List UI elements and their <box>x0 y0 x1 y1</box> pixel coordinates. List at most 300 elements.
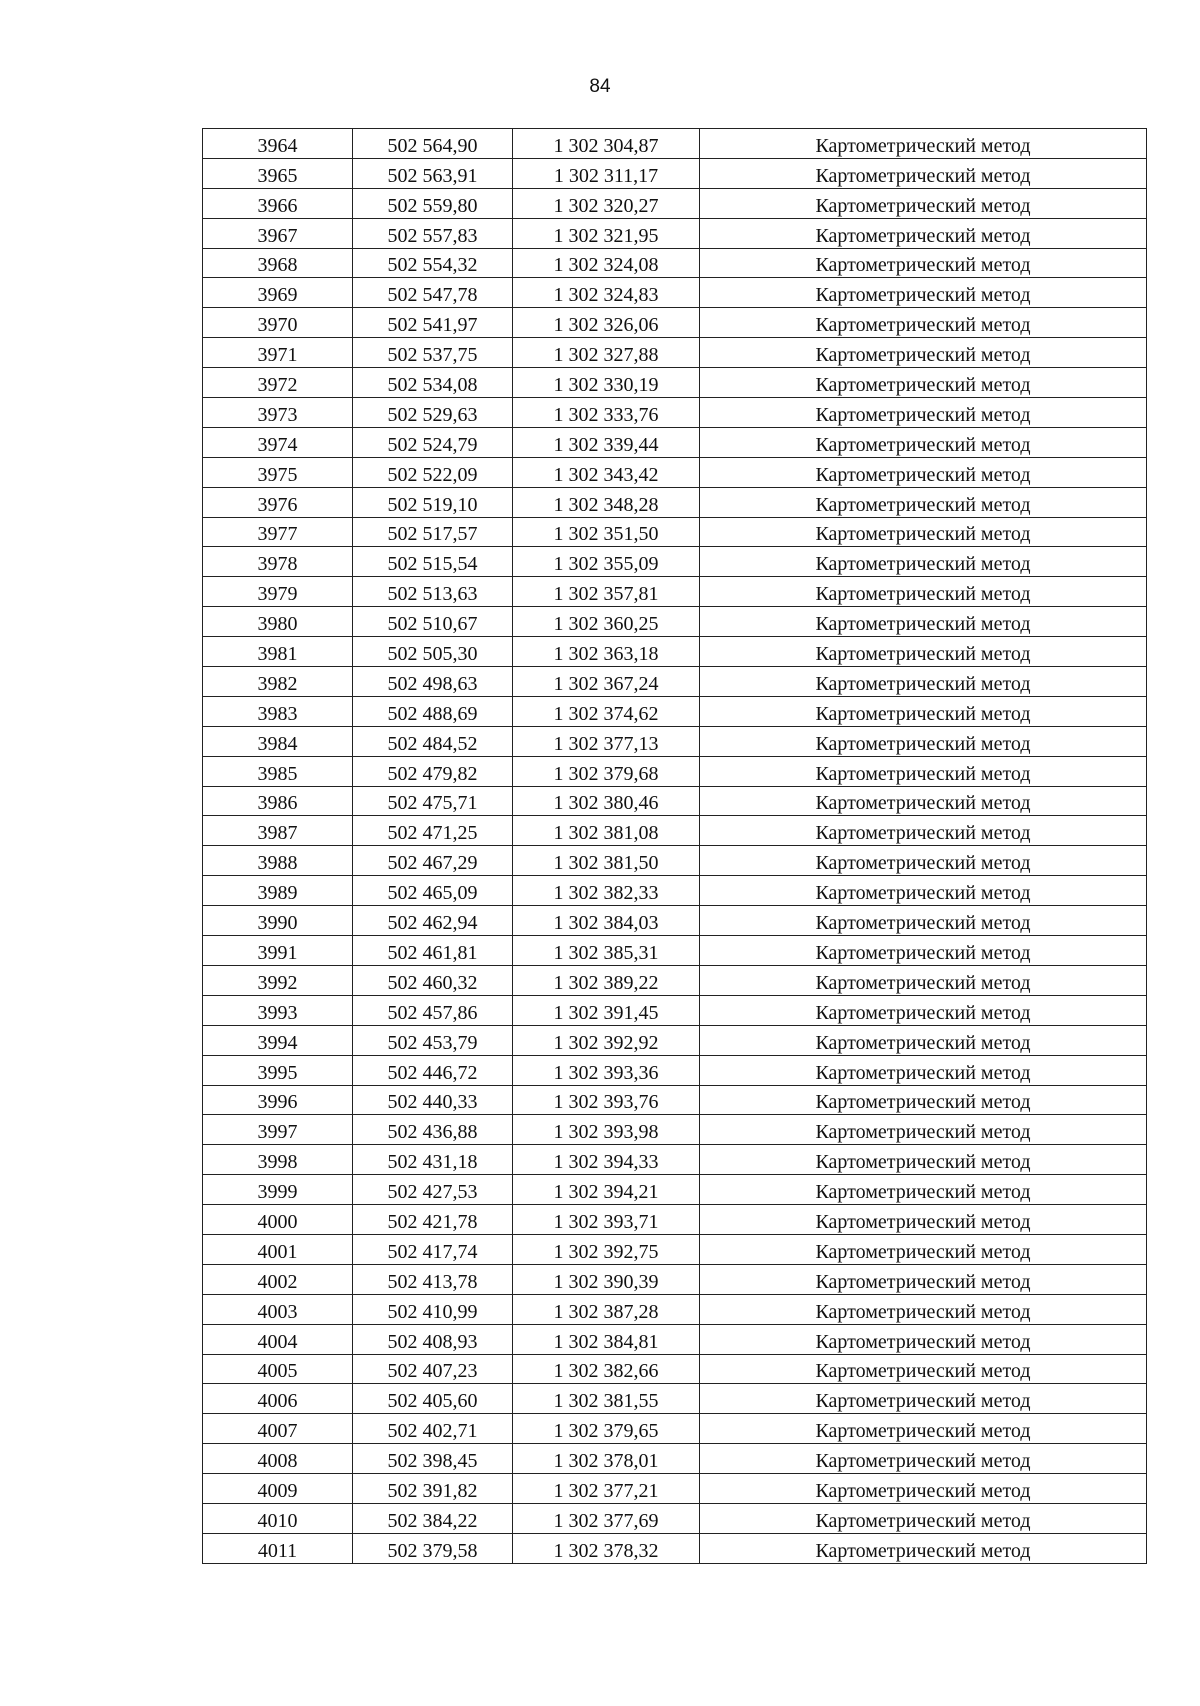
method-cell <box>700 816 1147 846</box>
y-coordinate-cell <box>513 696 700 726</box>
method-cell <box>700 1414 1147 1444</box>
point-number-cell <box>203 816 353 846</box>
method-cell-text: Картометрический метод <box>815 971 1031 994</box>
table-row <box>203 547 1147 577</box>
method-cell <box>700 846 1147 876</box>
y-coordinate-cell-text: 1 302 324,08 <box>553 254 659 277</box>
method-cell <box>700 398 1147 428</box>
method-cell <box>700 1085 1147 1115</box>
method-cell <box>700 965 1147 995</box>
y-coordinate-cell-text: 1 302 379,68 <box>553 762 659 785</box>
table-row <box>203 786 1147 816</box>
x-coordinate-cell-text: 502 457,86 <box>387 1001 478 1024</box>
table-row <box>203 248 1147 278</box>
method-cell-text: Картометрический метод <box>815 1479 1031 1502</box>
method-cell-text: Картометрический метод <box>815 344 1031 367</box>
x-coordinate-cell-text: 502 427,53 <box>387 1181 478 1204</box>
point-number-cell-text: 3994 <box>257 1031 298 1054</box>
y-coordinate-cell-text: 1 302 393,76 <box>553 1091 659 1114</box>
x-coordinate-cell-text: 502 537,75 <box>387 344 478 367</box>
y-coordinate-cell-text: 1 302 377,21 <box>553 1479 659 1502</box>
y-coordinate-cell-text: 1 302 392,92 <box>553 1031 659 1054</box>
point-number-cell-text: 3984 <box>257 732 298 755</box>
point-number-cell <box>203 1234 353 1264</box>
x-coordinate-cell <box>353 1533 513 1563</box>
x-coordinate-cell <box>353 1324 513 1354</box>
x-coordinate-cell-text: 502 471,25 <box>387 822 478 845</box>
point-number-cell <box>203 577 353 607</box>
method-cell <box>700 338 1147 368</box>
x-coordinate-cell-text: 502 465,09 <box>387 882 478 905</box>
method-cell-text: Картометрический метод <box>815 493 1031 516</box>
point-number-cell-text: 3996 <box>257 1091 298 1114</box>
point-number-cell <box>203 1474 353 1504</box>
y-coordinate-cell <box>513 278 700 308</box>
point-number-cell <box>203 1354 353 1384</box>
x-coordinate-cell-text: 502 440,33 <box>387 1091 478 1114</box>
y-coordinate-cell <box>513 1444 700 1474</box>
x-coordinate-cell <box>353 1115 513 1145</box>
y-coordinate-cell-text: 1 302 321,95 <box>553 224 659 247</box>
method-cell <box>700 1384 1147 1414</box>
point-number-cell-text: 4011 <box>257 1539 298 1562</box>
y-coordinate-cell-text: 1 302 360,25 <box>553 613 659 636</box>
method-cell-text: Картометрический метод <box>815 1031 1031 1054</box>
x-coordinate-cell <box>353 995 513 1025</box>
page-number: 84 <box>589 76 611 97</box>
method-cell-text: Картометрический метод <box>815 1270 1031 1293</box>
table-row <box>203 936 1147 966</box>
table-row <box>203 577 1147 607</box>
x-coordinate-cell <box>353 158 513 188</box>
table-row <box>203 756 1147 786</box>
method-cell <box>700 1025 1147 1055</box>
method-cell-text: Картометрический метод <box>815 583 1031 606</box>
y-coordinate-cell <box>513 218 700 248</box>
table-row <box>203 1175 1147 1205</box>
y-coordinate-cell <box>513 1503 700 1533</box>
table-row <box>203 1324 1147 1354</box>
point-number-cell-text: 3965 <box>257 164 298 187</box>
point-number-cell-text: 4009 <box>257 1479 298 1502</box>
y-coordinate-cell-text: 1 302 394,21 <box>553 1181 659 1204</box>
table-row <box>203 487 1147 517</box>
method-cell-text: Картометрический метод <box>815 1061 1031 1084</box>
y-coordinate-cell-text: 1 302 380,46 <box>553 792 659 815</box>
x-coordinate-cell <box>353 667 513 697</box>
point-number-cell <box>203 846 353 876</box>
y-coordinate-cell <box>513 1354 700 1384</box>
coordinates-table-body <box>203 129 1147 1564</box>
method-cell <box>700 906 1147 936</box>
x-coordinate-cell-text: 502 384,22 <box>387 1509 478 1532</box>
point-number-cell <box>203 965 353 995</box>
y-coordinate-cell <box>513 906 700 936</box>
method-cell <box>700 1354 1147 1384</box>
y-coordinate-cell <box>513 1234 700 1264</box>
x-coordinate-cell <box>353 577 513 607</box>
method-cell <box>700 517 1147 547</box>
point-number-cell-text: 4004 <box>257 1330 298 1353</box>
table-row <box>203 906 1147 936</box>
x-coordinate-cell <box>353 1145 513 1175</box>
method-cell-text: Картометрический метод <box>815 284 1031 307</box>
x-coordinate-cell <box>353 398 513 428</box>
table-row <box>203 1085 1147 1115</box>
method-cell-text: Картометрический метод <box>815 463 1031 486</box>
y-coordinate-cell <box>513 756 700 786</box>
method-cell-text: Картометрический метод <box>815 792 1031 815</box>
point-number-cell <box>203 457 353 487</box>
y-coordinate-cell <box>513 248 700 278</box>
y-coordinate-cell-text: 1 302 379,65 <box>553 1420 659 1443</box>
table-row <box>203 1354 1147 1384</box>
table-row <box>203 1294 1147 1324</box>
x-coordinate-cell <box>353 786 513 816</box>
table-row <box>203 218 1147 248</box>
method-cell <box>700 427 1147 457</box>
method-cell <box>700 158 1147 188</box>
y-coordinate-cell-text: 1 302 333,76 <box>553 403 659 426</box>
method-cell-text: Картометрический метод <box>815 254 1031 277</box>
x-coordinate-cell <box>353 1294 513 1324</box>
x-coordinate-cell <box>353 248 513 278</box>
point-number-cell <box>203 517 353 547</box>
table-row <box>203 1055 1147 1085</box>
point-number-cell-text: 4006 <box>257 1390 298 1413</box>
point-number-cell <box>203 1384 353 1414</box>
point-number-cell <box>203 338 353 368</box>
y-coordinate-cell-text: 1 302 374,62 <box>553 702 659 725</box>
y-coordinate-cell <box>513 129 700 159</box>
x-coordinate-cell-text: 502 484,52 <box>387 732 478 755</box>
y-coordinate-cell-text: 1 302 348,28 <box>553 493 659 516</box>
method-cell <box>700 1205 1147 1235</box>
x-coordinate-cell-text: 502 505,30 <box>387 643 478 666</box>
x-coordinate-cell-text: 502 488,69 <box>387 702 478 725</box>
y-coordinate-cell <box>513 457 700 487</box>
y-coordinate-cell <box>513 338 700 368</box>
point-number-cell-text: 3987 <box>257 822 298 845</box>
point-number-cell-text: 3990 <box>257 912 298 935</box>
point-number-cell <box>203 487 353 517</box>
y-coordinate-cell <box>513 1175 700 1205</box>
x-coordinate-cell-text: 502 519,10 <box>387 493 478 516</box>
method-cell <box>700 1234 1147 1264</box>
table-row <box>203 1384 1147 1414</box>
method-cell <box>700 1055 1147 1085</box>
y-coordinate-cell <box>513 487 700 517</box>
y-coordinate-cell <box>513 1025 700 1055</box>
table-row <box>203 1503 1147 1533</box>
method-cell-text: Картометрический метод <box>815 403 1031 426</box>
method-cell-text: Картометрический метод <box>815 882 1031 905</box>
point-number-cell <box>203 1414 353 1444</box>
y-coordinate-cell <box>513 517 700 547</box>
point-number-cell-text: 3974 <box>257 433 298 456</box>
point-number-cell <box>203 547 353 577</box>
point-number-cell <box>203 248 353 278</box>
y-coordinate-cell <box>513 1294 700 1324</box>
table-row <box>203 667 1147 697</box>
table-row <box>203 517 1147 547</box>
table-row <box>203 846 1147 876</box>
x-coordinate-cell-text: 502 563,91 <box>387 164 478 187</box>
point-number-cell-text: 3997 <box>257 1121 298 1144</box>
y-coordinate-cell-text: 1 302 363,18 <box>553 643 659 666</box>
point-number-cell <box>203 278 353 308</box>
method-cell <box>700 637 1147 667</box>
point-number-cell <box>203 1175 353 1205</box>
x-coordinate-cell <box>353 278 513 308</box>
table-row <box>203 1145 1147 1175</box>
table-row <box>203 368 1147 398</box>
point-number-cell-text: 3966 <box>257 194 298 217</box>
y-coordinate-cell <box>513 398 700 428</box>
table-row <box>203 158 1147 188</box>
point-number-cell-text: 3980 <box>257 613 298 636</box>
x-coordinate-cell-text: 502 431,18 <box>387 1151 478 1174</box>
y-coordinate-cell <box>513 667 700 697</box>
x-coordinate-cell <box>353 1085 513 1115</box>
point-number-cell-text: 3967 <box>257 224 298 247</box>
point-number-cell <box>203 427 353 457</box>
y-coordinate-cell <box>513 1264 700 1294</box>
method-cell <box>700 1175 1147 1205</box>
method-cell-text: Картометрический метод <box>815 643 1031 666</box>
y-coordinate-cell-text: 1 302 330,19 <box>553 374 659 397</box>
table-row <box>203 1414 1147 1444</box>
x-coordinate-cell-text: 502 498,63 <box>387 672 478 695</box>
table-row <box>203 1444 1147 1474</box>
y-coordinate-cell-text: 1 302 320,27 <box>553 194 659 217</box>
x-coordinate-cell-text: 502 547,78 <box>387 284 478 307</box>
x-coordinate-cell <box>353 1055 513 1085</box>
point-number-cell <box>203 637 353 667</box>
point-number-cell-text: 4001 <box>257 1240 298 1263</box>
x-coordinate-cell-text: 502 534,08 <box>387 374 478 397</box>
x-coordinate-cell-text: 502 554,32 <box>387 254 478 277</box>
method-cell-text: Картометрический метод <box>815 912 1031 935</box>
x-coordinate-cell <box>353 368 513 398</box>
point-number-cell <box>203 607 353 637</box>
y-coordinate-cell <box>513 1414 700 1444</box>
x-coordinate-cell-text: 502 436,88 <box>387 1121 478 1144</box>
x-coordinate-cell <box>353 1503 513 1533</box>
table-row <box>203 995 1147 1025</box>
x-coordinate-cell-text: 502 517,57 <box>387 523 478 546</box>
x-coordinate-cell <box>353 1474 513 1504</box>
method-cell-text: Картометрический метод <box>815 374 1031 397</box>
x-coordinate-cell-text: 502 510,67 <box>387 613 478 636</box>
x-coordinate-cell <box>353 696 513 726</box>
point-number-cell-text: 3976 <box>257 493 298 516</box>
table-row <box>203 1474 1147 1504</box>
table-row <box>203 188 1147 218</box>
table-row <box>203 637 1147 667</box>
method-cell <box>700 1264 1147 1294</box>
x-coordinate-cell <box>353 637 513 667</box>
method-cell <box>700 1474 1147 1504</box>
y-coordinate-cell <box>513 1474 700 1504</box>
point-number-cell <box>203 1294 353 1324</box>
method-cell-text: Картометрический метод <box>815 1420 1031 1443</box>
x-coordinate-cell <box>353 457 513 487</box>
table-row <box>203 1025 1147 1055</box>
table-row <box>203 1115 1147 1145</box>
x-coordinate-cell-text: 502 413,78 <box>387 1270 478 1293</box>
y-coordinate-cell <box>513 1205 700 1235</box>
point-number-cell-text: 3964 <box>257 134 298 157</box>
y-coordinate-cell <box>513 158 700 188</box>
point-number-cell-text: 4003 <box>257 1300 298 1323</box>
point-number-cell-text: 3995 <box>257 1061 298 1084</box>
x-coordinate-cell <box>353 517 513 547</box>
point-number-cell-text: 3993 <box>257 1001 298 1024</box>
point-number-cell <box>203 398 353 428</box>
point-number-cell <box>203 1115 353 1145</box>
method-cell-text: Картометрический метод <box>815 1300 1031 1323</box>
y-coordinate-cell <box>513 876 700 906</box>
y-coordinate-cell-text: 1 302 339,44 <box>553 433 659 456</box>
table-row <box>203 338 1147 368</box>
table-row <box>203 1264 1147 1294</box>
x-coordinate-cell-text: 502 402,71 <box>387 1420 478 1443</box>
y-coordinate-cell <box>513 726 700 756</box>
x-coordinate-cell <box>353 129 513 159</box>
point-number-cell <box>203 1085 353 1115</box>
point-number-cell <box>203 995 353 1025</box>
y-coordinate-cell-text: 1 302 394,33 <box>553 1151 659 1174</box>
y-coordinate-cell-text: 1 302 367,24 <box>553 672 659 695</box>
table-row <box>203 457 1147 487</box>
x-coordinate-cell-text: 502 408,93 <box>387 1330 478 1353</box>
table-row <box>203 696 1147 726</box>
method-cell-text: Картометрический метод <box>815 1151 1031 1174</box>
y-coordinate-cell-text: 1 302 327,88 <box>553 344 659 367</box>
y-coordinate-cell-text: 1 302 384,03 <box>553 912 659 935</box>
method-cell <box>700 936 1147 966</box>
method-cell <box>700 547 1147 577</box>
point-number-cell-text: 3985 <box>257 762 298 785</box>
y-coordinate-cell-text: 1 302 378,32 <box>553 1539 659 1562</box>
y-coordinate-cell-text: 1 302 357,81 <box>553 583 659 606</box>
point-number-cell-text: 3979 <box>257 583 298 606</box>
point-number-cell-text: 4000 <box>257 1210 298 1233</box>
point-number-cell-text: 3986 <box>257 792 298 815</box>
y-coordinate-cell-text: 1 302 304,87 <box>553 134 659 157</box>
method-cell-text: Картометрический метод <box>815 194 1031 217</box>
table-row <box>203 965 1147 995</box>
point-number-cell-text: 3981 <box>257 643 298 666</box>
point-number-cell <box>203 756 353 786</box>
point-number-cell-text: 3998 <box>257 1151 298 1174</box>
method-cell-text: Картометрический метод <box>815 1509 1031 1532</box>
method-cell-text: Картометрический метод <box>815 941 1031 964</box>
y-coordinate-cell <box>513 1384 700 1414</box>
y-coordinate-cell-text: 1 302 381,08 <box>553 822 659 845</box>
x-coordinate-cell-text: 502 405,60 <box>387 1390 478 1413</box>
x-coordinate-cell-text: 502 564,90 <box>387 134 478 157</box>
method-cell <box>700 876 1147 906</box>
x-coordinate-cell <box>353 846 513 876</box>
point-number-cell <box>203 158 353 188</box>
point-number-cell-text: 3972 <box>257 374 298 397</box>
method-cell-text: Картометрический метод <box>815 1330 1031 1353</box>
y-coordinate-cell-text: 1 302 343,42 <box>553 463 659 486</box>
method-cell <box>700 786 1147 816</box>
point-number-cell-text: 3971 <box>257 344 298 367</box>
x-coordinate-cell-text: 502 529,63 <box>387 403 478 426</box>
x-coordinate-cell-text: 502 417,74 <box>387 1240 478 1263</box>
y-coordinate-cell <box>513 786 700 816</box>
y-coordinate-cell <box>513 1145 700 1175</box>
table-row <box>203 1234 1147 1264</box>
y-coordinate-cell <box>513 547 700 577</box>
x-coordinate-cell-text: 502 541,97 <box>387 314 478 337</box>
method-cell-text: Картометрический метод <box>815 672 1031 695</box>
x-coordinate-cell-text: 502 446,72 <box>387 1061 478 1084</box>
x-coordinate-cell-text: 502 515,54 <box>387 553 478 576</box>
method-cell-text: Картометрический метод <box>815 134 1031 157</box>
method-cell <box>700 1503 1147 1533</box>
x-coordinate-cell <box>353 1205 513 1235</box>
method-cell <box>700 756 1147 786</box>
method-cell <box>700 1533 1147 1563</box>
point-number-cell <box>203 1025 353 1055</box>
point-number-cell-text: 3970 <box>257 314 298 337</box>
point-number-cell <box>203 1324 353 1354</box>
method-cell-text: Картометрический метод <box>815 732 1031 755</box>
x-coordinate-cell <box>353 876 513 906</box>
x-coordinate-cell <box>353 308 513 338</box>
point-number-cell <box>203 936 353 966</box>
method-cell <box>700 218 1147 248</box>
point-number-cell <box>203 368 353 398</box>
method-cell <box>700 667 1147 697</box>
method-cell-text: Картометрический метод <box>815 1450 1031 1473</box>
method-cell-text: Картометрический метод <box>815 613 1031 636</box>
x-coordinate-cell <box>353 1264 513 1294</box>
method-cell-text: Картометрический метод <box>815 1240 1031 1263</box>
point-number-cell-text: 3991 <box>257 941 298 964</box>
method-cell <box>700 726 1147 756</box>
method-cell <box>700 995 1147 1025</box>
method-cell <box>700 368 1147 398</box>
method-cell <box>700 188 1147 218</box>
x-coordinate-cell-text: 502 407,23 <box>387 1360 478 1383</box>
x-coordinate-cell <box>353 936 513 966</box>
table-row <box>203 398 1147 428</box>
point-number-cell-text: 4008 <box>257 1450 298 1473</box>
y-coordinate-cell-text: 1 302 324,83 <box>553 284 659 307</box>
method-cell-text: Картометрический метод <box>815 1360 1031 1383</box>
point-number-cell <box>203 876 353 906</box>
method-cell <box>700 607 1147 637</box>
method-cell-text: Картометрический метод <box>815 852 1031 875</box>
x-coordinate-cell-text: 502 410,99 <box>387 1300 478 1323</box>
method-cell-text: Картометрический метод <box>815 1390 1031 1413</box>
point-number-cell-text: 3999 <box>257 1181 298 1204</box>
table-row <box>203 129 1147 159</box>
y-coordinate-cell <box>513 637 700 667</box>
method-cell-text: Картометрический метод <box>815 1210 1031 1233</box>
method-cell-text: Картометрический метод <box>815 1001 1031 1024</box>
y-coordinate-cell-text: 1 302 382,33 <box>553 882 659 905</box>
point-number-cell-text: 3968 <box>257 254 298 277</box>
x-coordinate-cell-text: 502 453,79 <box>387 1031 478 1054</box>
method-cell <box>700 278 1147 308</box>
